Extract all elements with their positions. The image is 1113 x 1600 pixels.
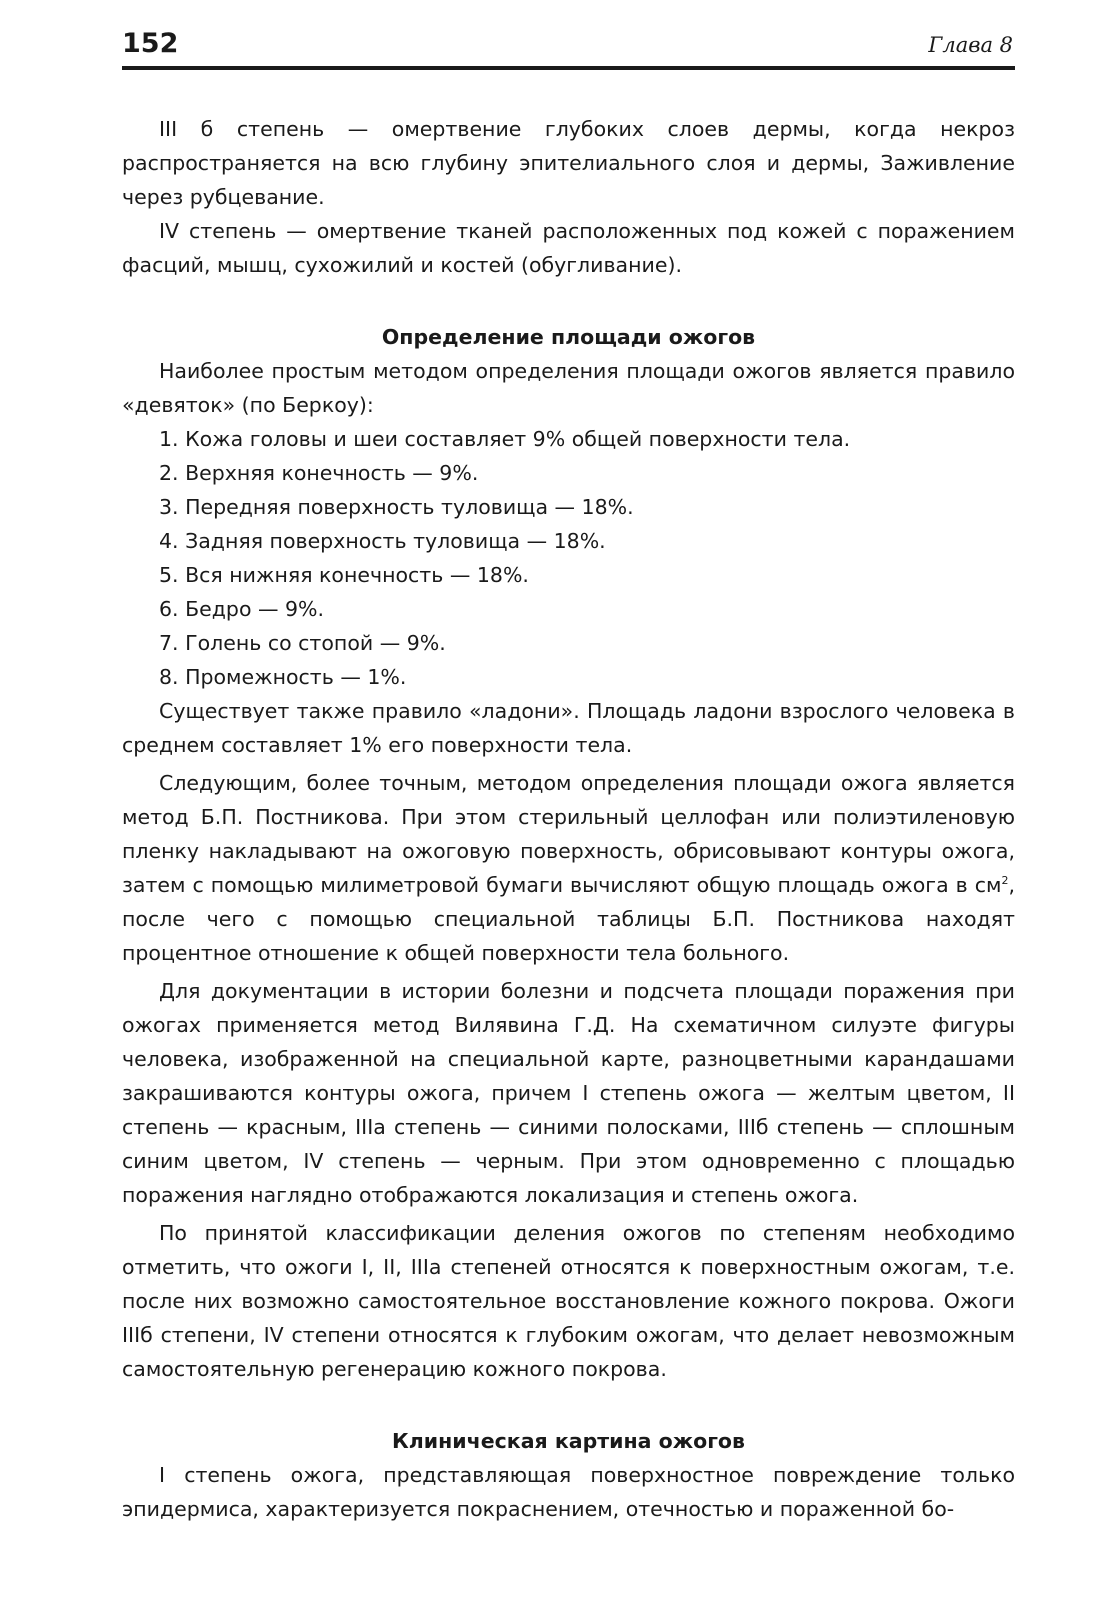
paragraph-classification: По принятой классификации деления ожогов по степеням необходимо отметить, что ожоги I, II, IIIa степеней относятся к поверхностным ожогам, т.е. после них возможно самостоятельное восстановление кожного покрова. Ожоги IIIб степени, IV степени относятся к глубоким ожогам, что делает невозможным самостоятельную регенерацию кожного покрова. [122,1221,1015,1381]
paragraph-vilyavin-method: Для документации в истории болезни и подсчета площади поражения при ожогах применяется метод Вилявина Г.Д. На схематичном силуэте фигуры человека, изображенной на специальной карте, разноцветными карандашами закрашиваются контуры ожога, причем I степень ожога — желтым цветом, II степень — красным, IIIa степень — синими полосками, IIIб степень — сплошным синим цветом, IV степень — черным. При этом одновременно с площадью поражения наглядно отображаются локализация и степень ожога. [122,979,1015,1207]
spacer [122,1386,1015,1424]
rule-of-nines-list [122,422,1015,694]
section-heading-clinical-picture: Клиническая картина ожогов [392,1429,745,1453]
postnikov-text-b: , после чего с помощью специальной таблицы Б.П. Постникова находят процентное отношение к общей поверхности тела больного. [122,873,1015,965]
postnikov-text-a: Следующим, более точным, методом определения площади ожога является метод Б.П. Постникова. При этом стерильный целлофан или полиэтиленовую пленку накладывают на ожоговую поверхность, обрисовывают контуры ожога, затем с помощью милиметровой бумаги вычисляют общую площадь ожога в см [122,771,1015,897]
list-item: 1. Кожа головы и шеи составляет 9% общей поверхности тела. [159,427,851,451]
paragraph-degree-3b: III б степень — омертвение глубоких слоев дермы, когда некроз распространяется на всю глубину эпителиального слоя и дермы, Заживление через рубцевание. [122,117,1015,209]
superscript-2: 2 [1001,874,1009,888]
running-head: Глава 8 [928,33,1013,57]
page-body [122,112,1015,1526]
section-heading-burn-area: Определение площади ожогов [381,325,756,349]
list-item: 4. Задняя поверхность туловища — 18%. [159,529,606,553]
list-item: 8. Промежность — 1%. [159,665,407,689]
paragraph-postnikov-method [122,766,1015,970]
list-item: 5. Вся нижняя конечность — 18%. [159,563,529,587]
list-item: 7. Голень со стопой — 9%. [159,631,446,655]
page-header [122,26,1015,66]
list-item: 2. Верхняя конечность — 9%. [159,461,479,485]
paragraph-degree-4: IV степень — омертвение тканей расположенных под кожей с поражением фасций, мышц, сухожилий и костей (обугливание). [122,219,1015,277]
paragraph-palm-rule: Существует также правило «ладони». Площадь ладони взрослого человека в среднем составляет 1% его поверхности тела. [122,699,1015,757]
list-item: 6. Бедро — 9%. [159,597,325,621]
book-page [122,0,1015,1600]
paragraph-rule-of-nines: Наиболее простым методом определения площади ожогов является правило «девяток» (по Беркоу): [122,359,1015,417]
header-rule [122,66,1015,70]
spacer [122,282,1015,320]
list-item: 3. Передняя поверхность туловища — 18%. [159,495,634,519]
paragraph-degree-1-clinical: I степень ожога, представляющая поверхностное повреждение только эпидермиса, характеризуется покраснением, отечностью и пораженной бо- [122,1463,1015,1521]
page-number: 152 [122,28,179,59]
